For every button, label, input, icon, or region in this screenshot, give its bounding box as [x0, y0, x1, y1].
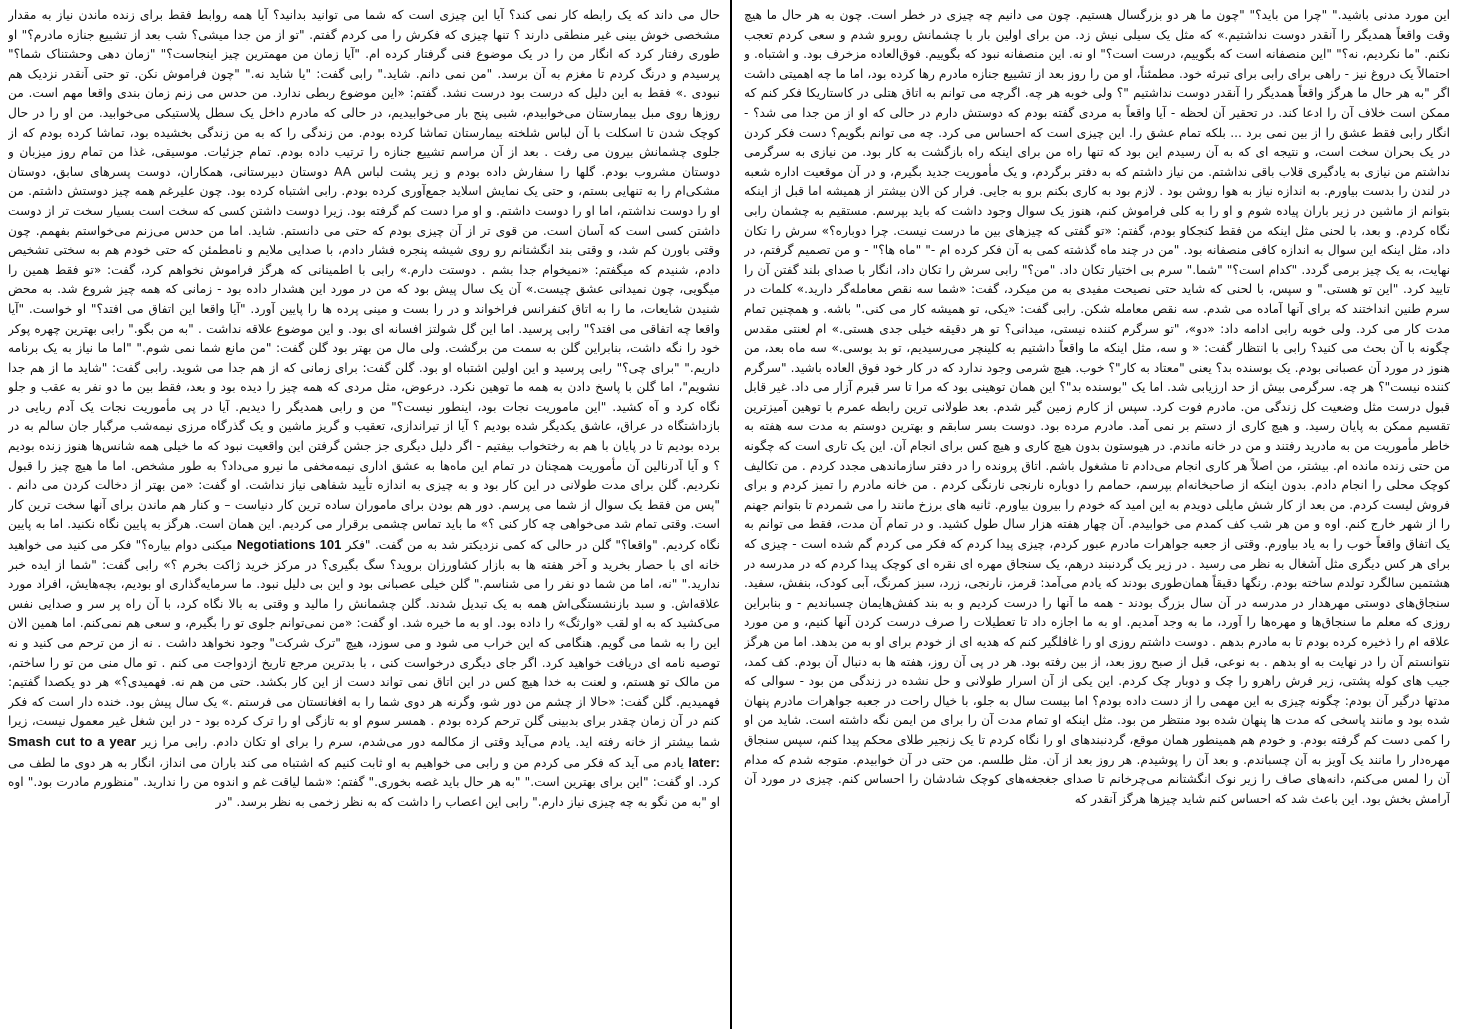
left-page-text — [8, 6, 720, 1026]
bold-english-phrase-smash-cut: Smash cut to a year later: — [8, 733, 720, 770]
left-page-paragraph — [8, 6, 720, 812]
left-page-text-part1: حال می داند که یک رابطه کار نمی کند؟ آیا این چیزی است که شما می توانید بدانید؟ آیا همه روابط فقط برای زنده ماندن نیاز به مقدار مشخصی خوش بینی غیر منطقی دارند ؟ تنها چیزی که فکرش را می کردم گفتم. "تو از من جدا میشی؟ شب بعد از تشییع جنازه مادرم؟" او طوری رفتار کرد که انگار من را در یک موضوع فنی گرفتار کرده ام. "آیا زمان من مهمترین چیز اینجاست؟" "زمان دهی وحشتناک شما؟" پرسیدم و درنگ کردم تا مغزم به آن برسد. "من نمی دانم. شاید." رابی گفت: "یا شاید نه." "چون فراموش نکن. تو حتی آنقدر نزدیک هم نبودی .» فقط به این دلیل که درست بود درست نشد. گفتم: «این موضوع ربطی ندارد. من حدس می زنم زمان بندی واقعا مهم است. من روزها روی مبل بیمارستان می‌خوابیدم، شبی پنج بار می‌خوابیدیم، در حالی که مادرم داخل یک سطل پلاستیکی می‌خوابید. من او را در حال کوچک شدن تا اسکلت با آن لباس شلخته بیمارستان تماشا کرده بودم. من زندگی را که به من زندگی بخشیده بود، تماشا کرده بودم که از جلوی چشمانش بیرون می رفت . بعد از آن مراسم تشییع جنازه را ترتیب داده بودم. تمام جزئیات. موسیقی، غذا من تمام روز میزبان و دوستان مشروب بودم. گلها را سفارش داده بودم و زیر پشت لباس AA دوستان دبیرستانی، همکاران، دوست پسرهای سابق، دوستان مشکی‌ام را به تنهایی بستم، و حتی یک نمایش اسلاید جمع‌آوری کرده بودم. رابی اشتباه کرده بود. چون علیرغم همه چیز دوستش داشتم. من او را دوست نداشتم، اما او را دوست داشتم. و او مرا دست کم گرفته بود. زیرا دوست داشتن کسی که سخت است بسیار سخت تر از دوست داشتن کسی است که آسان است. من قوی تر از آن چیزی بودم که حتی می دانستم. شاید. اما من حدس می‌زنم می‌خواستم بفهمم. چون وقتی باورن کم شد، و وقتی بند انگشتانم رو روی شیشه پنجره فشار دادم، با صدایی ملایم و نامطمئن که حتی خودم هم به سختی تشخیص دادم، شنیدم که میگفتم: «نمیخوام جدا بشم . دوستت دارم.» رابی با اطمینانی که هرگز فراموش نخواهم کرد، گفت: «تو فقط همین را میگویی، چون نمیدانی عشق چیست.» آن یک سال پیش بود که من در مورد این هشدار داده بود - زمانی که همه چیز شروع شد. به محض شنیدن شایعات، ما را به اتاق کنفرانس فراخواند و در را بست و مینی پرده ها را پایین آورد. "آیا واقعا این اتفاق می افتد؟" او خواست. "آیا واقعا چه اتفاقی می افتد؟" رابی پرسید. اما این گل شولتز افسانه ای بود. و این موضوع علاقه نداشت . "به من بگو." رابی بهترین چهره پوکر خود را نگه داشت، بنابراین گلن به سمت من برگشت. ولی مال من بهتر بود گلن گفت: "من مانع شما نمی شوم." "اما ما نیاز به یک برنامه داریم." "برای چی؟" رابی پرسید و این اولین اشتباه او بود. گلن گفت: برای زمانی که از هم جدا می شوید. رابی گفت: "شاید ما از هم جدا نشویم"، اما گلن با پاسخ دادن به همه ما توهین نکرد. درعوض، مثل مردی که همه چیز را دیده بود و بعد، فقط بین ما دو نفر به عقب و جلو نگاه کرد و آه کشید. "این ماموریت نجات بود، اینطور نیست؟" من و رابی همدیگر را دیدیم. آیا در پی مأموریت نجات یک آدم ربایی در بازداشتگاه در عراق، عاشق یکدیگر شده بودیم ؟ آیا از تیراندازی، تعقیب و گریز ماشین و یک گذرگاه مرزی نیمه‌شب مرگبار جان سالم به در برده بودیم تا در پایان با هم به رختخواب بیفتیم - اگر دلیل دیگری جز جشن گرفتن این واقعیت نبود که ما خیلی همه شانس‌ها هنوز زنده بودیم ؟ و آیا آدرنالین آن مأموریت همچنان در تمام این ماه‌ها به عشق اداری نیمه‌مخفی ما نیرو می‌داد؟ به طور مشخص. اما ما هیچ چیز را قبول نکردیم. گلن برای مدت طولانی در این کار بود و به چیزی به اندازه تأیید شفاهی نیاز نداشت. او گفت: «من بهتر از دخالت کردن می دانم . "پس من فقط یک سوال از شما می پرسم. دور هم بودن برای ماموران ساده ترین کار دنیاست – و کنار هم ماندن برای آنها سخت ترین کار است. وقتی تمام شد می‌خواهی چه کار کنی ؟» ما باید تماس چشمی برقرار می کردیم. این همان است. هرگز به پایین نگاه نکنید. اما به پایین نگاه کردیم. "واقعا؟" گلن در حالی که کمی نزدیکتر شد به من گفت. "فکر — [8, 8, 720, 553]
right-page-text — [744, 6, 1450, 1026]
page-divider — [730, 0, 732, 1029]
left-page-text-part3: یادم می آید که فکر می کردم من و رابی می خواهیم به او ثابت کنیم که اشتباه می کند باران می انداز، انگار به هر دوی ما لطف می کرد. او گفت: "این برای بهترین است." "به هر حال باید غصه بخوری." گفتم: «شما لیاقت غم و اندوه من را ندارید. "منظورم مادرت بود." اوه او "به من نگو به چه چیزی نیاز دارم." رابی این اعصاب را داشت که به نظر زخمی به نظر برسد. "در — [8, 755, 720, 809]
left-page-text-part2: میکنی دوام بیاره؟" فکر می کنید می خواهید خانه ای با حصار بخرید و آخر هفته ها به بازار کشاورزان بروید؟ سگ بگیری؟ در مرکز خرید ژاکت بخرم ؟» رابی گفت: "شما از ایده خبر ندارید." "نه، اما من شما دو نفر را می شناسم." گلن خیلی عصبانی بود و این بی دلیل نبود. ما سرمایه‌گذاری او بودیم، بچه‌هایش، افراد مورد علاقه‌اش. و سبد بازنشستگی‌اش همه به یک تبدیل شدند. گلن چشمانش را مالید و وقتی به بالا نگاه کرد، با آن راه پر سر و صدایی نفس می‌کشید که به او لقب «وارثگ» را داده بود. او به ما خیره شد. او گفت: «من نمی‌توانم جلوی تو را بگیرم، و سعی هم نمی‌کنم. اما همین الان این را به شما می گویم. هنگامی که این خراب می شود و می سوزد، هیچ "ترک شرکت" وجود نخواهد داشت . نه از من ترحم می کنید و نه توصیه نامه ای دریافت خواهید کرد. اگر جای دیگری درخواست کنی ، با بدترین مرجع تاریخ ازدواجت می کنم . تو مال منی من تو را ساختم، من مالک تو هستم، و لعنت به خدا هیچ کس در این اتاق نمی تواند دست از این کار بکشد. حتی من هم نه. فهمیدی؟» هر دو یکصدا گفتیم: فهمیدیم. گلن گفت: «حالا از چشم من دور شو، وگرنه هر دوی شما را به افغانستان می فرستم .» یک سال پیش بود. خنده دار است که فکر کنم در آن زمان چقدر برای بدبینی گلن ترحم کرده بودم . همسر سوم او به تازگی او را ترک کرده بود - در این شغل غیر معمول نیست، زیرا شما بیشتر از خانه رفته اید. یادم می‌آید وقتی از مکالمه دور می‌شدم، سرم را برای او تکان دادم. رابی مرا زیر — [8, 538, 720, 749]
right-page-paragraph: این مورد مدنی باشید." "چرا من باید؟" "چون ما هر دو بزرگسال هستیم. چون می دانیم چه چیزی در خطر است. چون به هر حال ما هیچ وقت واقعاً همدیگر را آنقدر دوست نداشتیم.» که مثل یک سیلی نیش زد. من برای اولین بار با چشمانش روبرو شدم و سعی کردم تعجب نکنم. "ما نکردیم، نه؟" "این منصفانه است که بگوییم، درست است؟" او نه. این منصفانه نبود که بگوییم. فوق‌العاده مزخرف بود. و اشتباه. و احتمالاً یک دروغ نیز - راهی برای رابی برای تبرئه خود. مطمئناً، او من را روز بعد از تشییع جنازه مادرم رها کرده بود، اما ما چه اهمیتی داشت اگر "به هر حال ما هرگز واقعاً همدیگر را آنقدر دوست نداشتیم "؟ ولی خوبه هر چه. اگرچه می توانم به اتاق هتلی در کاستاریکا فکر کنم که ممکن است خلاف آن را ادعا کند. در تحقیر آن لحظه - آیا واقعاً به مردی گفته بودم که دوستش دارم در حالی که او از من جدا می شد؟ - انگار رابی فقط عشق را از بین نمی برد ... بلکه تمام عشق را. این چیزی است که احساس می کرد. چه می توانم بگویم؟ دست فکر کردن در یک بحران سخت است، و نتیجه ای که به آن رسیدم این بود که تنها راه من برای اینکه راه بازگشت به کار بود. من نیازی به سرگرمی نداشتم من نیازی به یادگیری قلاب باقی نداشتم. من نیاز داشتم که به دفتر برگردم، و یک مأموریت جدید بگیرم، و در آن موقعیت اداره شعبه در لندن را بدست بیاورم. به اندازه نیاز به هوا روشن بود . لازم بود به کاری بکنم برو به جایی. فرار کن الان بیشتر از همیشه اما قبل از اینکه بتوانم از ماشین در زیر باران پیاده شوم و او را به کلی فراموش کنم، هنوز یک سوال وجود داشت که باید بپرسم. مستقیم به چشمان رابی نگاه کردم. و بعد، با لحنی مثل اینکه من فقط کنجکاو بودم، گفتم: «تو گفتی که چیزهای بین ما درست نیست. چرا دوباره؟» سرش را تکان داد، مثل اینکه این سوال به اندازه کافی منصفانه بود. "من در چند ماه گذشته کمی به آن فکر کرده ام -" "ماه ها؟" - و من تصمیم گرفتم، در نهایت، به یک چیز برمی گردد. "کدام است؟" "شما." سرم بی اختیار تکان داد. "من؟" رابی سرش را تکان داد، انگار با صدای بلند گفتن آن را تایید کرد. "این تو هستی." و سپس، با لحنی که شاید حتی نصیحت مفیدی به من میکرد، گفت: «شما سه نقص معامله‌گر دارید.» کلمات در سرم طنین انداختند که برای آنها آماده می شدم. سه نقص معامله شکن. رابی گفت: «یکی، تو همیشه کار می کنی." باشه. و همچنین تمام مدت کار می کرد. ولی خوبه رابی ادامه داد: «دو»، "تو سرگرم کننده نیستی، میدانی؟ تو هر دقیقه خیلی جدی هستی.» ام لعنتی مقدس چگونه با آن بحث می کنید؟ رابی با انتظار گفت: « و سه، مثل اینکه ما واقعاً داشتیم به کلینچر می‌رسیدیم، تو بد بوسی.» سه ماه بعد، من هنوز در مورد آن عصبانی بودم. یک بوسنده بد؟ یعنی "معتاد به کار"؟ خوب. هیچ شرمی وجود ندارد که در کار خود فوق العاده باشید. "سرگرم کننده نیست"؟ هر چه. سرگرمی بیش از حد ارزیابی شد. اما یک "بوسنده بد"؟ این همان توهینی بود که مرا تا سر قبرم آزار می داد. غیر قابل قبول درست مثل وضعیت کل زندگی من. مادرم فوت کرد. سپس از کارم زمین گیر شدم. بعد طولانی ترین رابطه عمرم با توهین آمیزترین تقسیم ممکن به پایان رسید. و هیچ کاری از دستم بر نمی آمد. مادرم مرده بود. دوست بسر سابقم و بهترین دوستم به مدت سه هفته به خاطر مأموریت من به مادرید رفتند و من در خانه ماندم. در هیوستون بدون هیچ کاری و هیچ کس برای انجام آن. این یک تاری است که چگونه من حتی زنده مانده ام. بیشتر، من اصلاً هر کاری انجام می‌دادم تا مشغول باشم. اتاق پرونده را در دفتر سازماندهی مجدد کردم . من تکالیف کوچک محلی را انجام دادم. بدون اینکه از صاحبخانه‌ام بپرسم، حمامم را دوباره نارنجی نارنگی کردم . من خانه مادرم را تمیز کردم و برای فروش لیست کردم. من بعد از کار شش مایلی دویدم به این امید که خودم را بیرون بیاورم. ثانیه های برزخ مانند را می شمردم تا بتوانم جهنم را از شهر خارج کنم. اوه و من هر شب کف کمدم می خوابیدم. آن چهار هفته هزار سال طول کشید. و در تمام آن مدت، فقط می توانم به یک اتفاق واقعاً خوب را به یاد بیاورم. وقتی از جعبه جواهرات مادرم عبور کردم، چیزی پیدا کردم که فکر می کردم گم شده است - چیزی که برای هر کس دیگری مثل آشغال به نظر می رسید . در زیر یک گردنبند درهم، یک سنجاق مهره ای نقره ای کوچک پیدا کردم که در مدرسه در هشتمین سالگرد تولدم ساخته بودم. رنگها دقیقاً همان‌طوری بودند که یادم می‌آمد: قرمز، نارنجی، زرد، سبز کمرنگ، آبی کودک، بنفش، سفید. سنجاق‌های دوستی مهرهدار در مدرسه در آن سال بزرگ بودند - همه ما آنها را درست کردیم و به بند کفش‌هایمان چسباندیم - و بنابراین روزی که معلم ما سنجاق‌ها و مهره‌ها را آورد، ما به وجد آمدیم. او به ما اجازه داد تا تعطیلات را صرف درست کردن آنها کنیم، و من مورد علاقه ام را ذخیره کرده بودم تا به مادرم بدهم . دوست داشتم روزی او را غافلگیر کنم که هدیه ای از خودم برای او به من بدهد. اما من هرگز نتوانستم آن را در نهایت به او بدهم . به نوعی، قبل از صبح روز بعد، از بین رفته بود. هر در پی آن روز، هفته ها به دنبال آن بودم. کف کمد، جیب های کوله پشتی، زیر فرش راهرو را چک و دوبار چک کردم. این یکی از آن اسرار طولانی و حل نشده در زندگی من بود - سوالی که مدتها درگیر آن بودم: چگونه چیزی به این مهمی را از دست داده بودم؟ اما بیست سال به جلو، با خیال راحت در جعبه جواهرات مادرم پنهان شده بود و مانند پاسخی که مدت ها پنهان شده بود منتظر من بود. مثل اینکه او تمام مدت آن را برای من ایمن نگه داشته است. شاید من او را کمی دست کم گرفته بودم. و خودم هم همینطور همان موقع، گردنبندهای او را نگاه کردم تا یک زنجیر طلای محکم پیدا کنم، سپس سنجاق مهره‌دار را مانند یک آویز به آن چسباندم. و بعد آن را پوشیدم. هر روز بعد از آن. مثل طلسم. من حتی در آن خوابیدم. متوجه شدم که مدام آن را لمس می‌کنم، دانه‌های صاف را زیر نوک انگشتانم می‌چرخانم تا صدای جغجغه‌های کوچک شادشان را احساس کنم. چیزی در مورد آن آرامش بخش بود. این باعث شد که احساس کنم شاید چیزها هرگز آنقدر که — [744, 8, 1450, 806]
bold-english-phrase-negotiations: Negotiations 101 — [236, 537, 342, 553]
